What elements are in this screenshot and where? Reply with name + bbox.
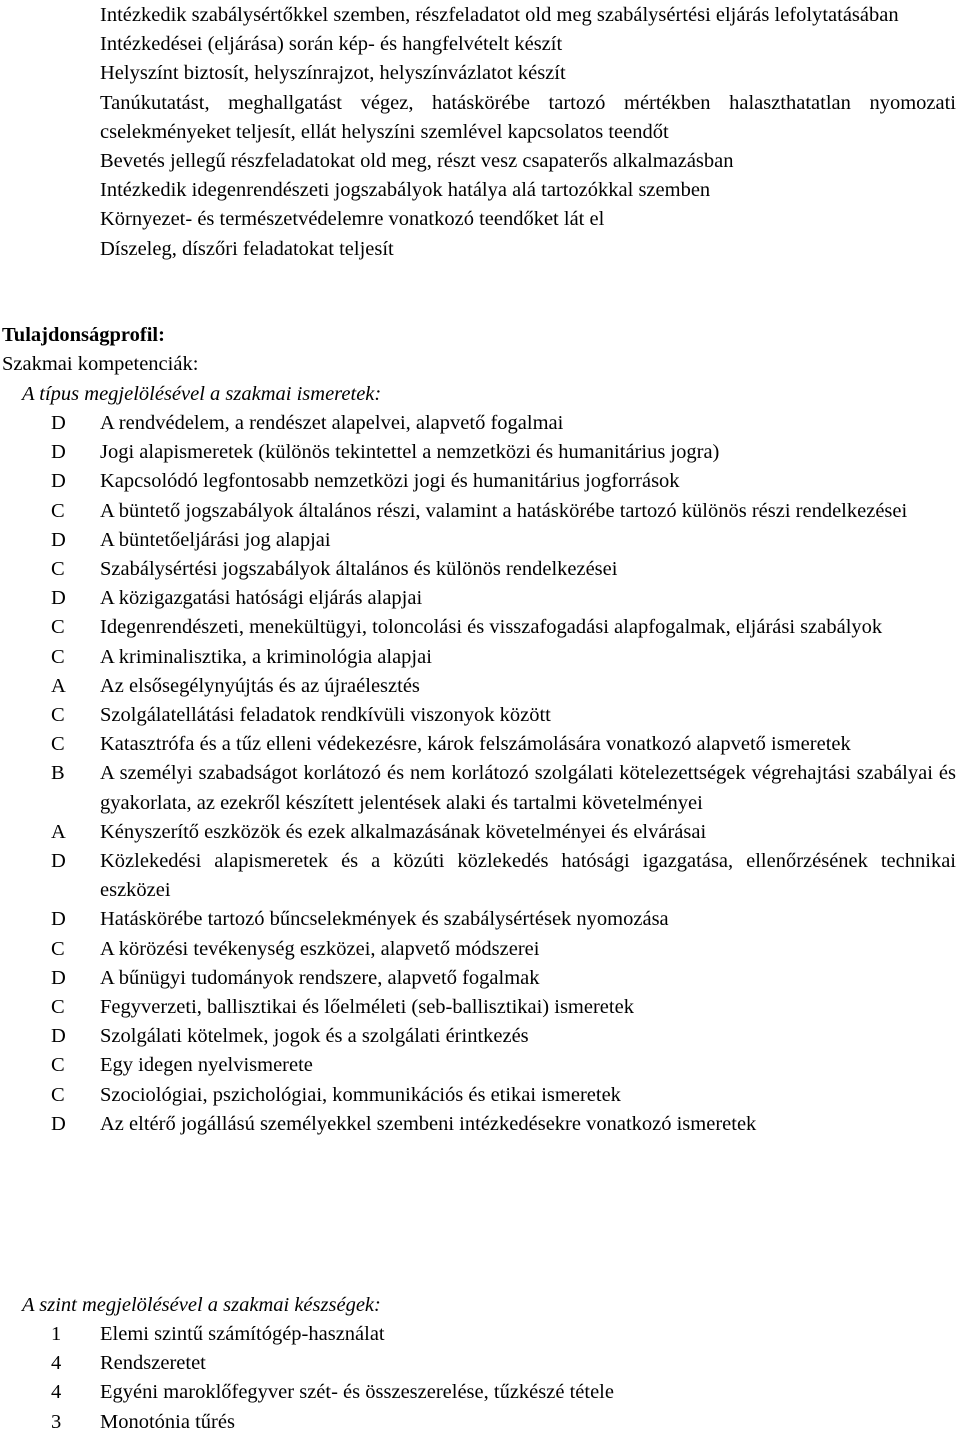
skill-text: Monotónia tűrés: [100, 1410, 235, 1433]
knowledge-text: Szolgálati kötelmek, jogok és a szolgálati érintkezés: [100, 1025, 529, 1048]
knowledge-code: C: [51, 1083, 65, 1106]
knowledge-row: [0, 438, 960, 467]
knowledge-text: Idegenrendészeti, menekültügyi, toloncolási és visszafogadási alapfogalmak, eljárási szabályok: [100, 616, 883, 639]
task-list: [100, 1, 956, 264]
knowledge-code: C: [51, 499, 65, 522]
knowledge-row: [0, 964, 960, 993]
knowledge-text: Fegyverzeti, ballisztikai és lőelméleti (seb-ballisztikai) ismeretek: [100, 996, 634, 1019]
knowledge-text: A körözési tevékenység eszközei, alapvető módszerei: [100, 937, 540, 960]
skill-text: Egyéni maroklőfegyver szét- és összeszerelése, tűzkészé tétele: [100, 1381, 614, 1404]
knowledge-row: [0, 643, 960, 672]
task-item: Intézkedései (eljárása) során kép- és hangfelvételt készít: [100, 33, 563, 56]
knowledge-code: C: [51, 704, 65, 727]
knowledge-code: D: [51, 850, 66, 873]
knowledge-row: [0, 759, 960, 817]
knowledge-text: Közlekedési alapismeretek és a közúti közlekedés hatósági igazgatása, ellenőrzésének technikai eszközei: [100, 850, 956, 902]
knowledge-code: D: [51, 412, 66, 434]
knowledge-text: Szabálysértési jogszabályok általános és különös rendelkezései: [100, 558, 618, 581]
knowledge-text: Egy idegen nyelvismerete: [100, 1054, 313, 1077]
knowledge-heading: A típus megjelölésével a szakmai ismeretek:: [22, 383, 382, 405]
knowledge-code: D: [51, 470, 66, 493]
knowledge-text: Katasztrófa és a tűz elleni védekezésre, károk felszámolására vonatkozó alapvető ismeretek: [100, 733, 851, 756]
knowledge-code: D: [51, 908, 66, 931]
knowledge-text: A kriminalisztika, a kriminológia alapjai: [100, 645, 432, 668]
knowledge-code: C: [51, 558, 65, 581]
knowledge-text: Az elsősegélynyújtás és az újraélesztés: [100, 674, 420, 697]
knowledge-row: [0, 818, 960, 847]
skills-list: [0, 1320, 960, 1437]
task-item: Intézkedik szabálysértőkkel szemben, részfeladatot old meg szabálysértési eljárás lefolytatásában: [100, 4, 899, 26]
task-item: Díszeleg, díszőri feladatokat teljesít: [100, 237, 394, 260]
knowledge-row: [0, 993, 960, 1022]
knowledge-row: [0, 701, 960, 730]
knowledge-row: [0, 847, 960, 905]
knowledge-row: [0, 584, 960, 613]
knowledge-code: C: [51, 996, 65, 1019]
knowledge-row: [0, 672, 960, 701]
knowledge-code: A: [51, 674, 66, 697]
knowledge-code: A: [51, 820, 66, 843]
task-item: Tanúkutatást, meghallgatást végez, hatáskörébe tartozó mértékben halaszthatatlan nyomozati cselekményeket teljesít, ellát helyszíni szemlével kapcsolatos teendőt: [100, 91, 956, 143]
task-item: Helyszínt biztosít, helyszínrajzot, helyszínvázlatot készít: [100, 62, 566, 85]
knowledge-code: B: [51, 762, 65, 785]
knowledge-row: [0, 935, 960, 964]
knowledge-code: D: [51, 1025, 66, 1048]
profile-title: Tulajdonságprofil:: [2, 324, 165, 346]
knowledge-code: C: [51, 616, 65, 639]
profile-subtitle: Szakmai kompetenciák:: [2, 353, 199, 375]
knowledge-row: [0, 905, 960, 934]
knowledge-code: C: [51, 937, 65, 960]
knowledge-text: Szociológiai, pszichológiai, kommunikációs és etikai ismeretek: [100, 1083, 621, 1106]
knowledge-text: A rendvédelem, a rendészet alapelvei, alapvető fogalmai: [100, 412, 564, 434]
knowledge-text: A büntetőeljárási jog alapjai: [100, 528, 331, 551]
knowledge-code: C: [51, 1054, 65, 1077]
knowledge-text: A közigazgatási hatósági eljárás alapjai: [100, 587, 423, 610]
skill-row: [0, 1378, 960, 1407]
knowledge-row: [0, 730, 960, 759]
knowledge-row: [0, 1051, 960, 1080]
knowledge-code: D: [51, 1112, 66, 1135]
skill-level: 4: [51, 1352, 62, 1375]
knowledge-text: Szolgálatellátási feladatok rendkívüli viszonyok között: [100, 704, 551, 727]
knowledge-text: Kapcsolódó legfontosabb nemzetközi jogi és humanitárius jogforrások: [100, 470, 680, 493]
knowledge-row: [0, 497, 960, 526]
task-item: Bevetés jellegű részfeladatokat old meg, részt vesz csapaterős alkalmazásban: [100, 150, 734, 173]
task-item: Intézkedik idegenrendészeti jogszabályok hatálya alá tartozókkal szemben: [100, 179, 711, 202]
skills-heading: A szint megjelölésével a szakmai készségek:: [22, 1294, 381, 1316]
knowledge-row: [0, 613, 960, 642]
skill-row: [0, 1320, 960, 1349]
knowledge-row: [0, 526, 960, 555]
knowledge-code: D: [51, 587, 66, 610]
knowledge-row: [0, 1022, 960, 1051]
knowledge-text: Az eltérő jogállású személyekkel szembeni intézkedésekre vonatkozó ismeretek: [100, 1112, 757, 1135]
knowledge-code: C: [51, 645, 65, 668]
skill-row: [0, 1408, 960, 1437]
knowledge-code: D: [51, 441, 66, 464]
knowledge-text: A bűnügyi tudományok rendszere, alapvető fogalmak: [100, 966, 540, 989]
knowledge-code: C: [51, 733, 65, 756]
task-item: Környezet- és természetvédelemre vonatkozó teendőket lát el: [100, 208, 605, 231]
skill-text: Elemi szintű számítógép-használat: [100, 1323, 385, 1345]
knowledge-list: [0, 409, 960, 1139]
knowledge-text: Jogi alapismeretek (különös tekintettel a nemzetközi és humanitárius jogra): [100, 441, 720, 464]
knowledge-code: D: [51, 528, 66, 551]
knowledge-row: [0, 1081, 960, 1110]
knowledge-row: [0, 467, 960, 496]
knowledge-row: [0, 1110, 960, 1139]
skill-level: 4: [51, 1381, 62, 1404]
knowledge-text: A büntető jogszabályok általános részi, valamint a hatáskörébe tartozó különös részi rendelkezései: [100, 499, 908, 522]
skill-row: [0, 1349, 960, 1378]
knowledge-row: [0, 555, 960, 584]
knowledge-row: [0, 409, 960, 438]
skill-text: Rendszeretet: [100, 1352, 206, 1375]
skill-level: 1: [51, 1323, 62, 1345]
knowledge-text: Hatáskörébe tartozó bűncselekmények és szabálysértések nyomozása: [100, 908, 669, 931]
skill-level: 3: [51, 1410, 62, 1433]
knowledge-code: D: [51, 966, 66, 989]
knowledge-text: Kényszerítő eszközök és ezek alkalmazásának követelményei és elvárásai: [100, 820, 707, 843]
knowledge-text: A személyi szabadságot korlátozó és nem korlátozó szolgálati kötelezettségek végrehajtási szabályai és gyakorlata, az ezekről készített jelentések alaki és tartalmi követelményei: [100, 762, 956, 814]
